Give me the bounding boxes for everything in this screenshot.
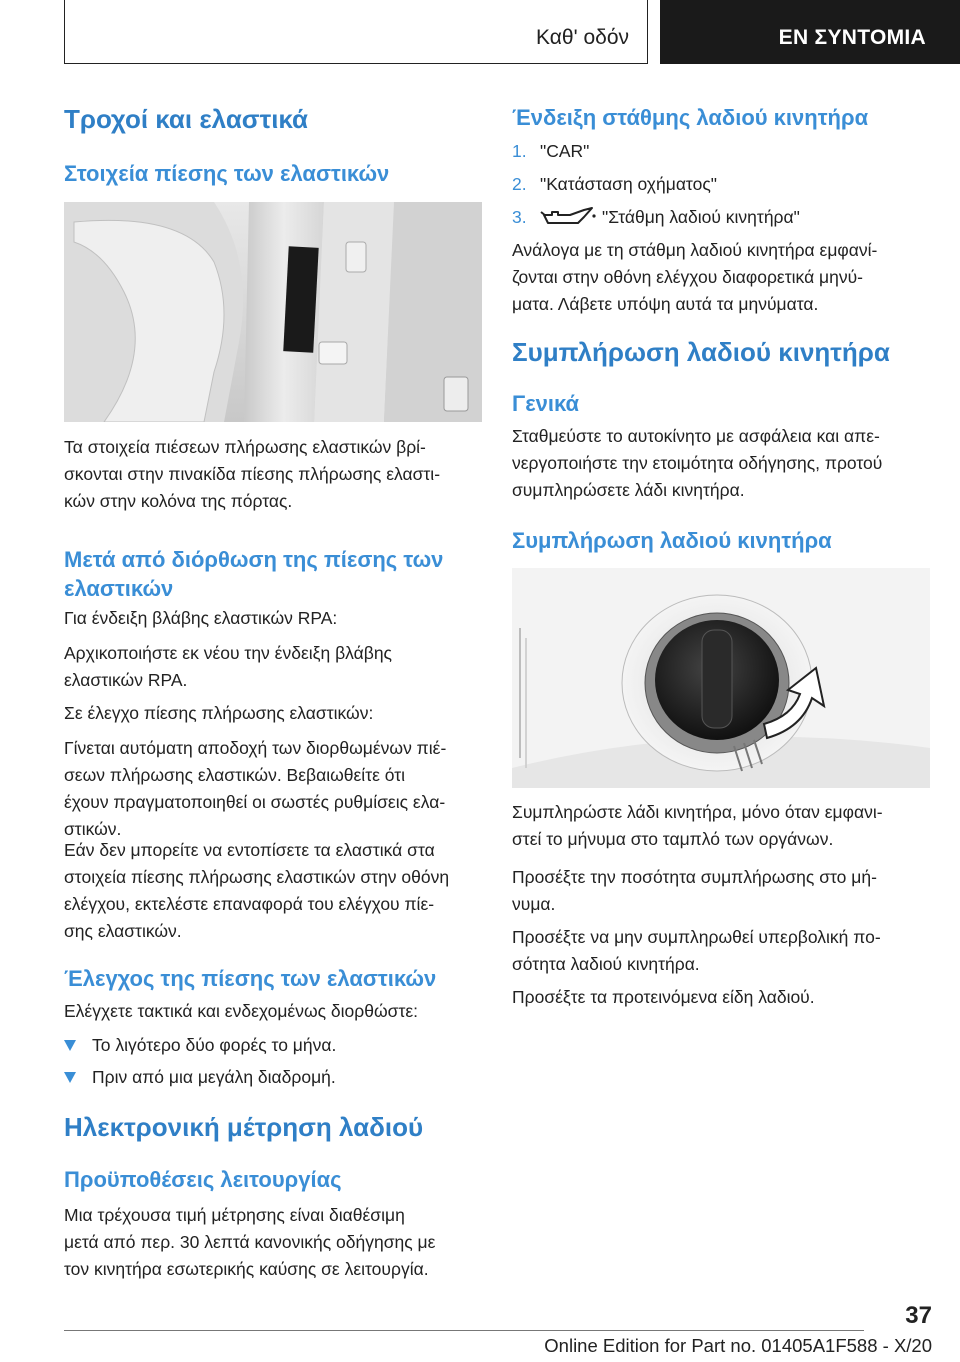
heading-general: Γενικά <box>512 391 580 416</box>
heading-oil-level: Ένδειξη στάθμης λαδιού κινητήρα <box>512 105 869 130</box>
text-line: ματα. Λάβετε υπόψη αυτά τα μηνύματα. <box>512 294 819 314</box>
text-line: στικών. <box>64 819 122 839</box>
triangle-bullet-icon <box>64 1072 76 1083</box>
text-line: νεργοποιήστε την ετοιμότητα οδήγησης, προτού <box>512 453 883 473</box>
rpa-text <box>64 640 482 694</box>
quantity-text <box>512 864 930 918</box>
oil-level-text <box>512 237 930 318</box>
footer-divider <box>64 1330 864 1331</box>
text-line: σης ελαστικών. <box>64 921 182 941</box>
quick-tab-label: ΕΝ ΣΥΝΤΟΜΙΑ <box>778 26 926 49</box>
text-line: Αρχικοποιήστε εκ νέου την ένδειξη βλάβης <box>64 643 392 663</box>
door-pillar-image <box>64 202 482 422</box>
control-text: Ελέγχετε τακτικά και ενδεχομένως διορθώστε: <box>64 1001 419 1021</box>
heading-refill-oil: Συμπλήρωση λαδιού κινητήρα <box>512 337 890 367</box>
oil-filler-cap-illustration <box>512 568 930 788</box>
text-line: Προσέξτε να μην συμπληρωθεί υπερβολική πο- <box>512 927 881 947</box>
section-tab-label: Καθ' οδόν <box>536 26 629 49</box>
text-line: συμπληρώσετε λάδι κινητήρα. <box>512 480 745 500</box>
text-line: έχουν πραγματοποιηθεί οι σωστές ρυθμίσεις ελα- <box>64 792 446 812</box>
text-line: Ανάλογα με τη στάθμη λαδιού κινητήρα εμφανί- <box>512 240 878 260</box>
check-intro: Σε έλεγχο πίεσης πλήρωσης ελαστικών: <box>64 703 374 723</box>
text-line: νυμα. <box>512 894 556 914</box>
heading-pressure-check: Έλεγχος της πίεσης των ελαστικών <box>64 966 437 991</box>
heading-electronic-oil: Ηλεκτρονική μέτρηση λαδιού <box>64 1112 424 1142</box>
page-number: 37 <box>905 1302 932 1329</box>
text-line: ελαστικών RPA. <box>64 670 188 690</box>
text-line: τον κινητήρα εσωτερικής καύσης σε λειτουργία. <box>64 1259 429 1279</box>
oil-types-text: Προσέξτε τα προτεινόμενα είδη λαδιού. <box>512 987 815 1007</box>
tire-data-text <box>64 434 482 515</box>
heading-tire-data: Στοιχεία πίεσης των ελαστικών <box>64 161 390 186</box>
heading-refill: Συμπλήρωση λαδιού κινητήρα <box>512 528 832 553</box>
oil-filler-cap-image <box>512 568 930 788</box>
general-text <box>512 423 930 504</box>
text-line: στοιχεία πίεσης πλήρωσης ελαστικών στην οθόνη <box>64 867 450 887</box>
heading-wheels: Τροχοί και ελαστικά <box>64 104 309 134</box>
text-line: Σταθμεύστε το αυτοκίνητο με ασφάλεια και απε- <box>512 426 880 446</box>
refill-text <box>512 799 930 853</box>
prereq-text <box>64 1202 482 1283</box>
text-line: ζονται στην οθόνη ελέγχου διαφορετικά μηνύ- <box>512 267 864 287</box>
heading-line: ελαστικών <box>64 576 174 601</box>
oil-can-icon <box>540 206 596 236</box>
heading-line: Μετά από διόρθωση της πίεσης των <box>64 547 444 572</box>
text-line: σκονται στην πινακίδα πίεσης πλήρωσης ελαστι- <box>64 464 441 484</box>
text-line: κών στην κολόνα της πόρτας. <box>64 491 293 511</box>
edition-info: Online Edition for Part no. 01405A1F588 - X/20 <box>544 1335 932 1356</box>
text-line: Γίνεται αυτόματη αποδοχή των διορθωμένων πιέ- <box>64 738 447 758</box>
heading-prerequisites: Προϋποθέσεις λειτουργίας <box>64 1167 342 1192</box>
not-found-text <box>64 837 482 945</box>
rpa-intro: Για ένδειξη βλάβης ελαστικών RPA: <box>64 608 338 628</box>
quick-tab[interactable] <box>660 0 960 64</box>
check-text <box>64 735 482 843</box>
text-line: Εάν δεν μπορείτε να εντοπίσετε τα ελαστικά στα <box>64 840 435 860</box>
text-line: στεί το μήνυμα στο ταμπλό των οργάνων. <box>512 829 834 849</box>
text-line: σότητα λαδιού κινητήρα. <box>512 954 700 974</box>
text-line: μετά από περ. 30 λεπτά κανονικής οδήγησης με <box>64 1232 436 1252</box>
section-tab[interactable] <box>64 0 648 64</box>
text-line: ελέγχου, εκτελέστε επαναφορά του ελέγχου πίε- <box>64 894 435 914</box>
door-pillar-illustration <box>64 202 482 422</box>
text-line: σεων πλήρωσης ελαστικών. Βεβαιωθείτε ότι <box>64 765 406 785</box>
overfill-text <box>512 924 930 978</box>
triangle-bullet-icon <box>64 1040 76 1051</box>
text-line: Τα στοιχεία πιέσεων πλήρωσης ελαστικών βρί- <box>64 437 426 457</box>
heading-after-correction <box>64 545 482 603</box>
text-line: Προσέξτε την ποσότητα συμπλήρωσης στο μή- <box>512 867 877 887</box>
text-line: Μια τρέχουσα τιμή μέτρησης είναι διαθέσιμη <box>64 1205 405 1225</box>
text-line: Συμπληρώστε λάδι κινητήρα, μόνο όταν εμφανι- <box>512 802 883 822</box>
